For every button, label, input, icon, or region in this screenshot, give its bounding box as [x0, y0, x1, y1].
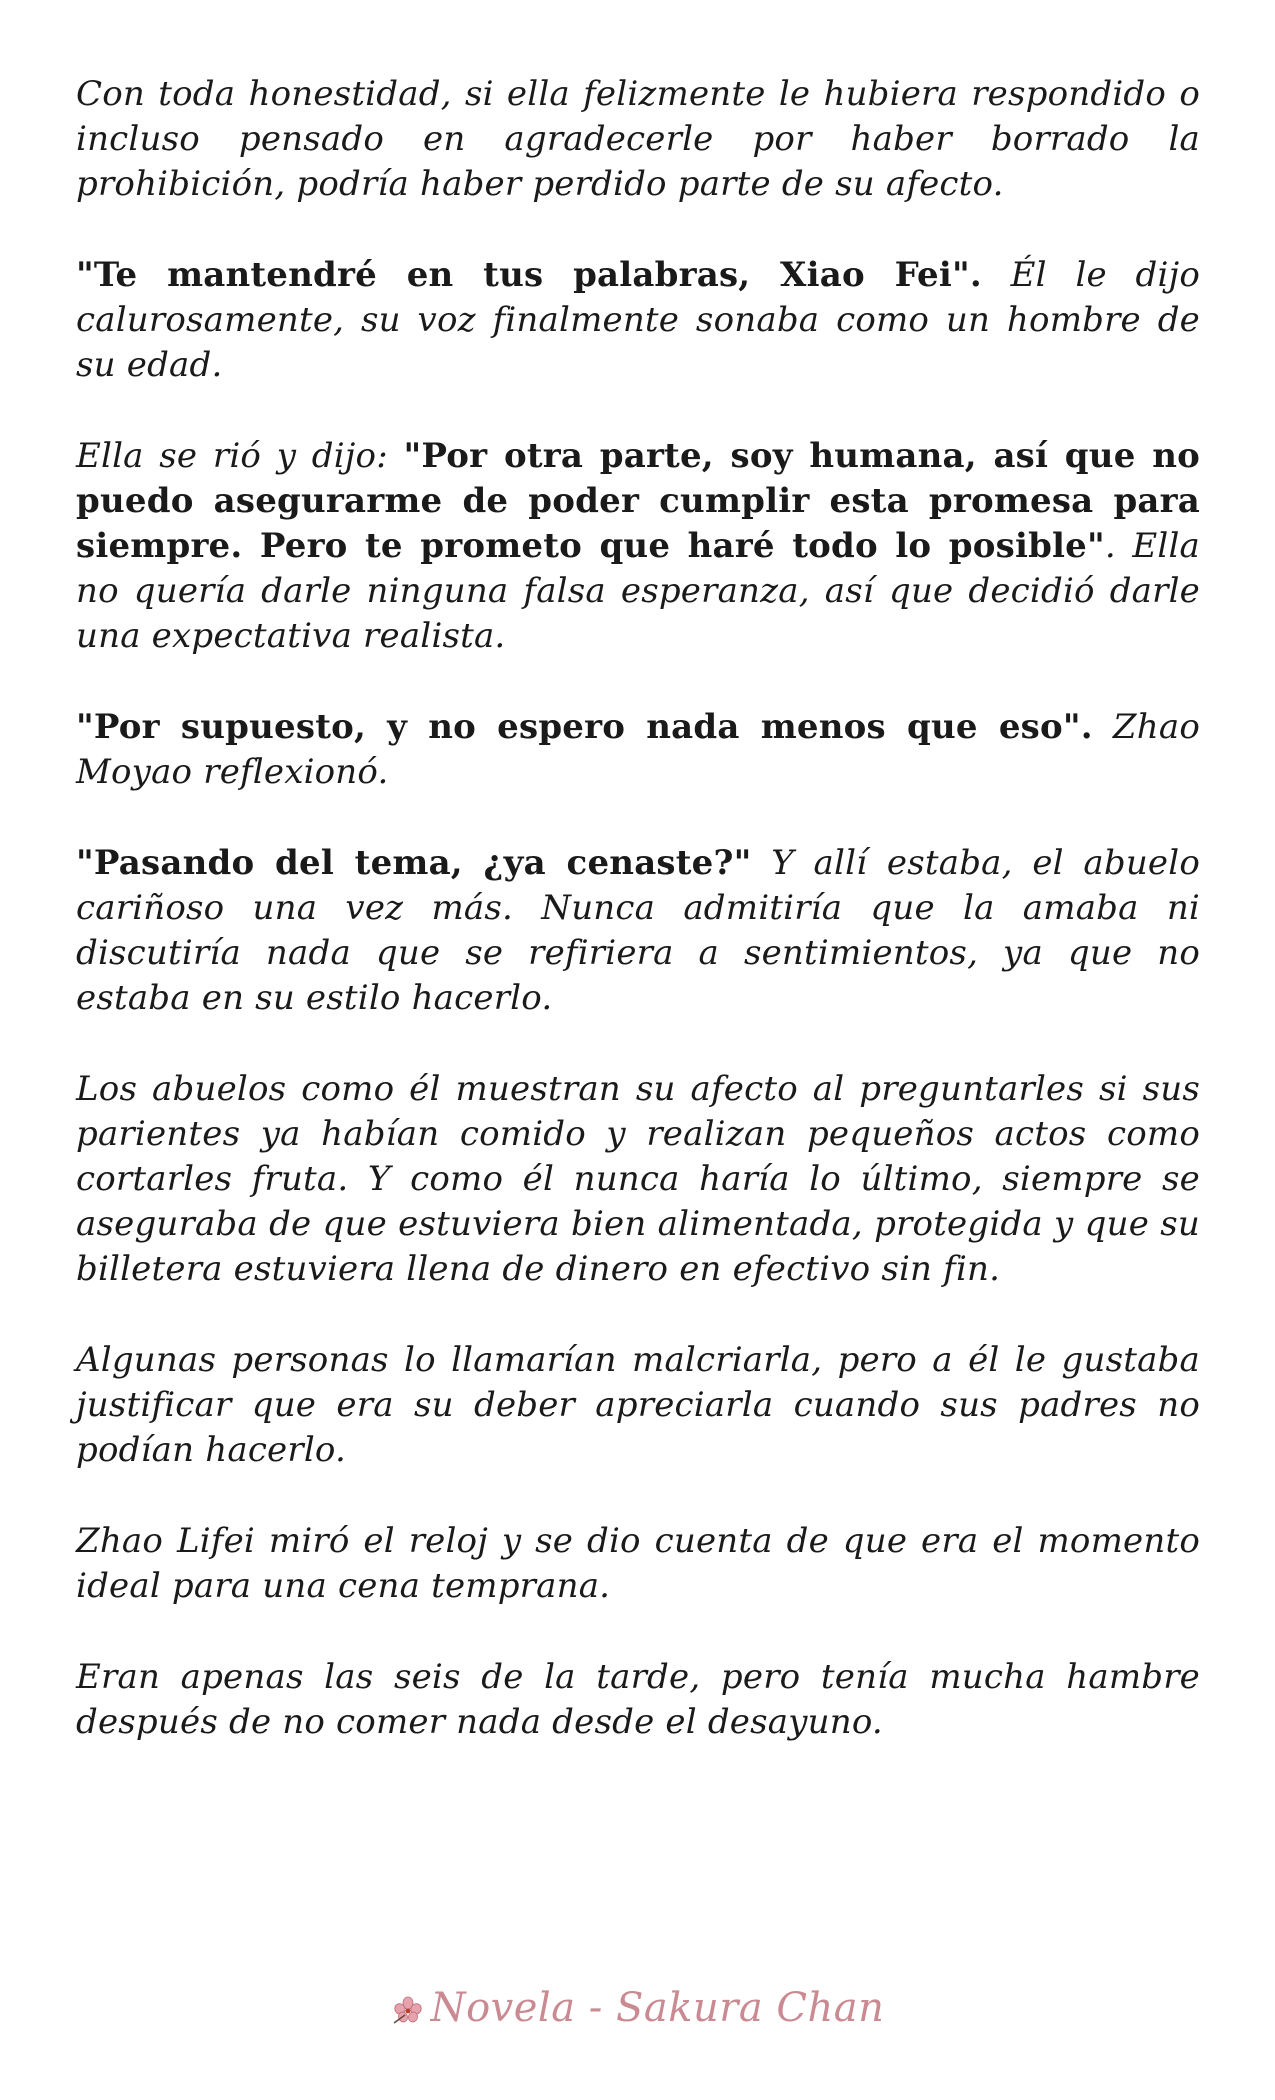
- narration-text: Los abuelos como él muestran su afecto al preguntarles si sus parientes ya habían comido y realizan pequeños actos como cortarles fruta. Y como él nunca haría lo último, siempre se aseguraba de que estuviera bien alimentada, protegida y que su billetera estuviera llena de dinero en efectivo sin fin.: [76, 1069, 1200, 1289]
- narration-text: Y allí estaba, el abuelo cariñoso una vez más. Nunca admitiría que la amaba ni discutiría nada que se refiriera a sentimientos, ya que no estaba en su estilo hacerlo.: [76, 843, 1200, 1018]
- dialogue-text: "Por otra parte, soy humana, así que no puedo asegurarme de poder cumplir esta promesa para siempre. Pero te prometo que haré todo lo posible": [76, 436, 1200, 566]
- paragraph-8: [76, 1519, 1200, 1609]
- paragraph-2: [76, 253, 1200, 388]
- narration-text: Con toda honestidad, si ella felizmente le hubiera respondido o incluso pensado en agradecerle por haber borrado la prohibición, podría haber perdido parte de su afecto.: [76, 74, 1200, 204]
- paragraph-6: [76, 1067, 1200, 1292]
- watermark: [0, 1985, 1275, 2031]
- paragraph-3: [76, 434, 1200, 659]
- sakura-flower-icon: [391, 1989, 425, 2019]
- paragraph-5: [76, 841, 1200, 1021]
- narration-text: Algunas personas lo llamarían malcriarla, pero a él le gustaba justificar que era su deber apreciarla cuando sus padres no podían hacerlo.: [76, 1340, 1200, 1470]
- dialogue-text: "Pasando del tema, ¿ya cenaste?": [76, 843, 752, 883]
- narration-text: Él le dijo calurosamente, su voz finalmente sonaba como un hombre de su edad.: [76, 255, 1201, 385]
- paragraph-7: [76, 1338, 1200, 1473]
- narration-text: Eran apenas las seis de la tarde, pero tenía mucha hambre después de no comer nada desde el desayuno.: [76, 1657, 1200, 1742]
- narration-text: Ella se rió y dijo:: [76, 436, 404, 476]
- dialogue-text: "Te mantendré en tus palabras, Xiao Fei".: [76, 255, 982, 295]
- narration-text: Zhao Lifei miró el reloj y se dio cuenta de que era el momento ideal para una cena temprana.: [76, 1521, 1200, 1606]
- watermark-text: Novela - Sakura Chan: [430, 1985, 885, 2031]
- document-body: [76, 72, 1200, 1791]
- paragraph-9: [76, 1655, 1200, 1745]
- dialogue-text: "Por supuesto, y no espero nada menos que eso".: [76, 707, 1093, 747]
- narration-text: . Ella no quería darle ninguna falsa esperanza, así que decidió darle una expectativa realista.: [76, 526, 1200, 656]
- narration-text: Zhao Moyao reflexionó.: [76, 707, 1200, 792]
- paragraph-4: [76, 705, 1200, 795]
- paragraph-1: [76, 72, 1200, 207]
